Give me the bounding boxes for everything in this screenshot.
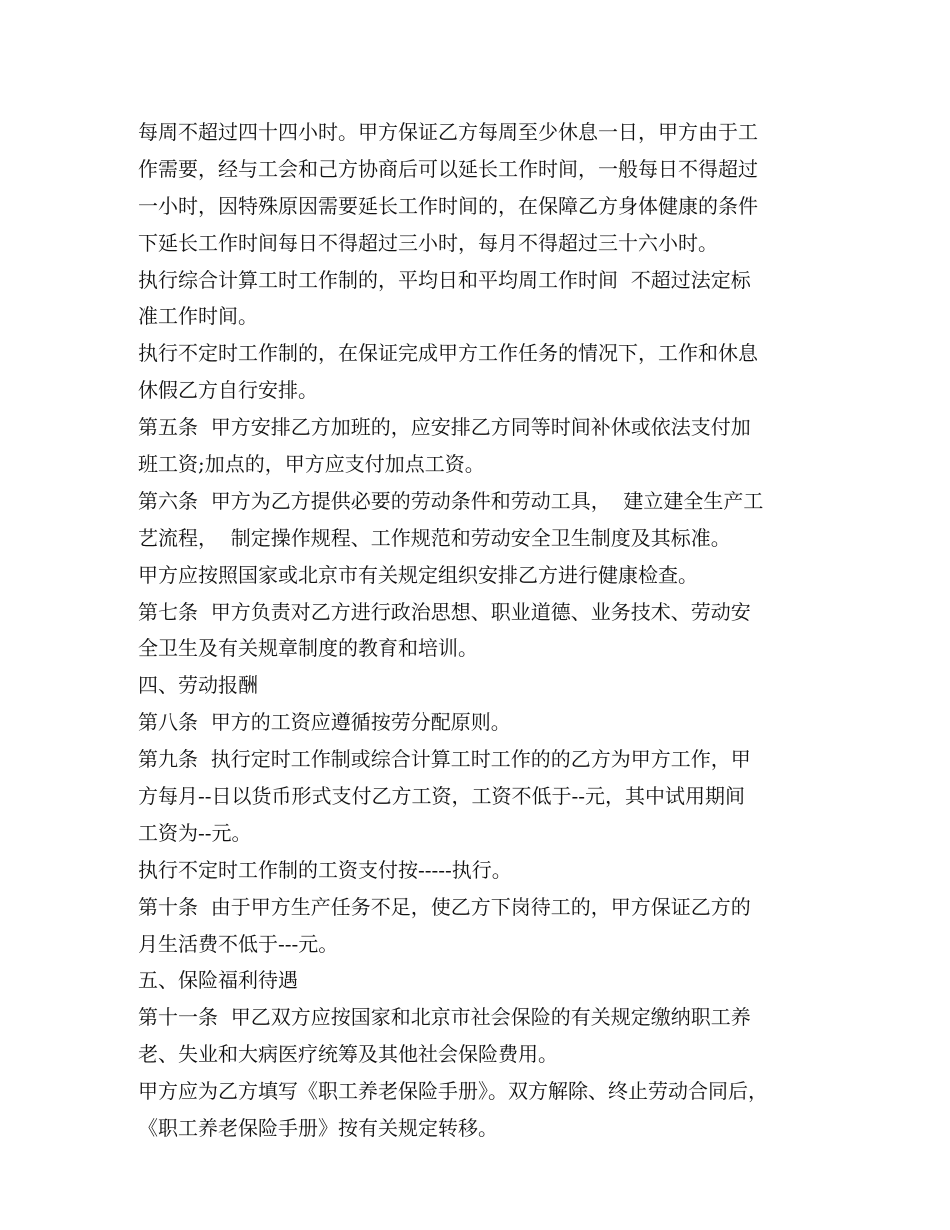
text-line: 第六条 甲方为乙方提供必要的劳动条件和劳动工具， 建立建全生产工 [138, 488, 764, 513]
text-line: 休假乙方自行安排。 [138, 378, 318, 403]
text-line: 执行不定时工作制的，在保证完成甲方工作任务的情况下，工作和休息 [138, 341, 758, 366]
text-line: 第十条 由于甲方生产任务不足，使乙方下岗待工的，甲方保证乙方的 [138, 894, 751, 919]
text-line: 作需要，经与工会和己方协商后可以延长工作时间，一般每日不得超过 [138, 156, 758, 181]
text-line: 第七条 甲方负责对乙方进行政治思想、职业道德、业务技术、劳动安 [138, 599, 751, 624]
text-line: 第十一条 甲乙双方应按国家和北京市社会保险的有关规定缴纳职工养 [138, 1005, 751, 1030]
text-line: 《职工养老保险手册》按有关规定转移。 [138, 1116, 498, 1141]
text-line: 执行综合计算工时工作制的，平均日和平均周工作时间 不超过法定标 [138, 267, 751, 292]
text-line: 班工资;加点的，甲方应支付加点工资。 [138, 452, 485, 477]
text-line: 一小时，因特殊原因需要延长工作时间的，在保障乙方身体健康的条件 [138, 193, 758, 218]
text-line: 第九条 执行定时工作制或综合计算工时工作的的乙方为甲方工作，甲 [138, 747, 751, 772]
section-heading: 五、保险福利待遇 [138, 968, 298, 993]
text-line: 方每月--日以货币形式支付乙方工资，工资不低于--元，其中试用期间 [138, 784, 746, 809]
text-line: 工资为--元。 [138, 820, 252, 845]
text-line: 艺流程， 制定操作规程、工作规范和劳动安全卫生制度及其标准。 [138, 525, 731, 550]
text-line: 第五条 甲方安排乙方加班的，应安排乙方同等时间补休或依法支付加 [138, 415, 751, 440]
text-line: 月生活费不低于---元。 [138, 931, 339, 956]
text-line: 老、失业和大病医疗统筹及其他社会保险费用。 [138, 1042, 558, 1067]
document-body [138, 114, 818, 1147]
text-line: 第八条 甲方的工资应遵循按劳分配原则。 [138, 710, 511, 735]
text-line: 甲方应为乙方填写《职工养老保险手册》。双方解除、终止劳动合同后， [138, 1079, 768, 1104]
text-line: 甲方应按照国家或北京市有关规定组织安排乙方进行健康检查。 [138, 562, 698, 587]
text-line: 每周不超过四十四小时。甲方保证乙方每周至少休息一日，甲方由于工 [138, 120, 758, 144]
section-heading: 四、劳动报酬 [138, 673, 258, 698]
text-line: 执行不定时工作制的工资支付按-----执行。 [138, 857, 512, 882]
text-line: 全卫生及有关规章制度的教育和培训。 [138, 636, 478, 661]
text-line: 准工作时间。 [138, 304, 258, 329]
text-line: 下延长工作时间每日不得超过三小时，每月不得超过三十六小时。 [138, 230, 718, 255]
